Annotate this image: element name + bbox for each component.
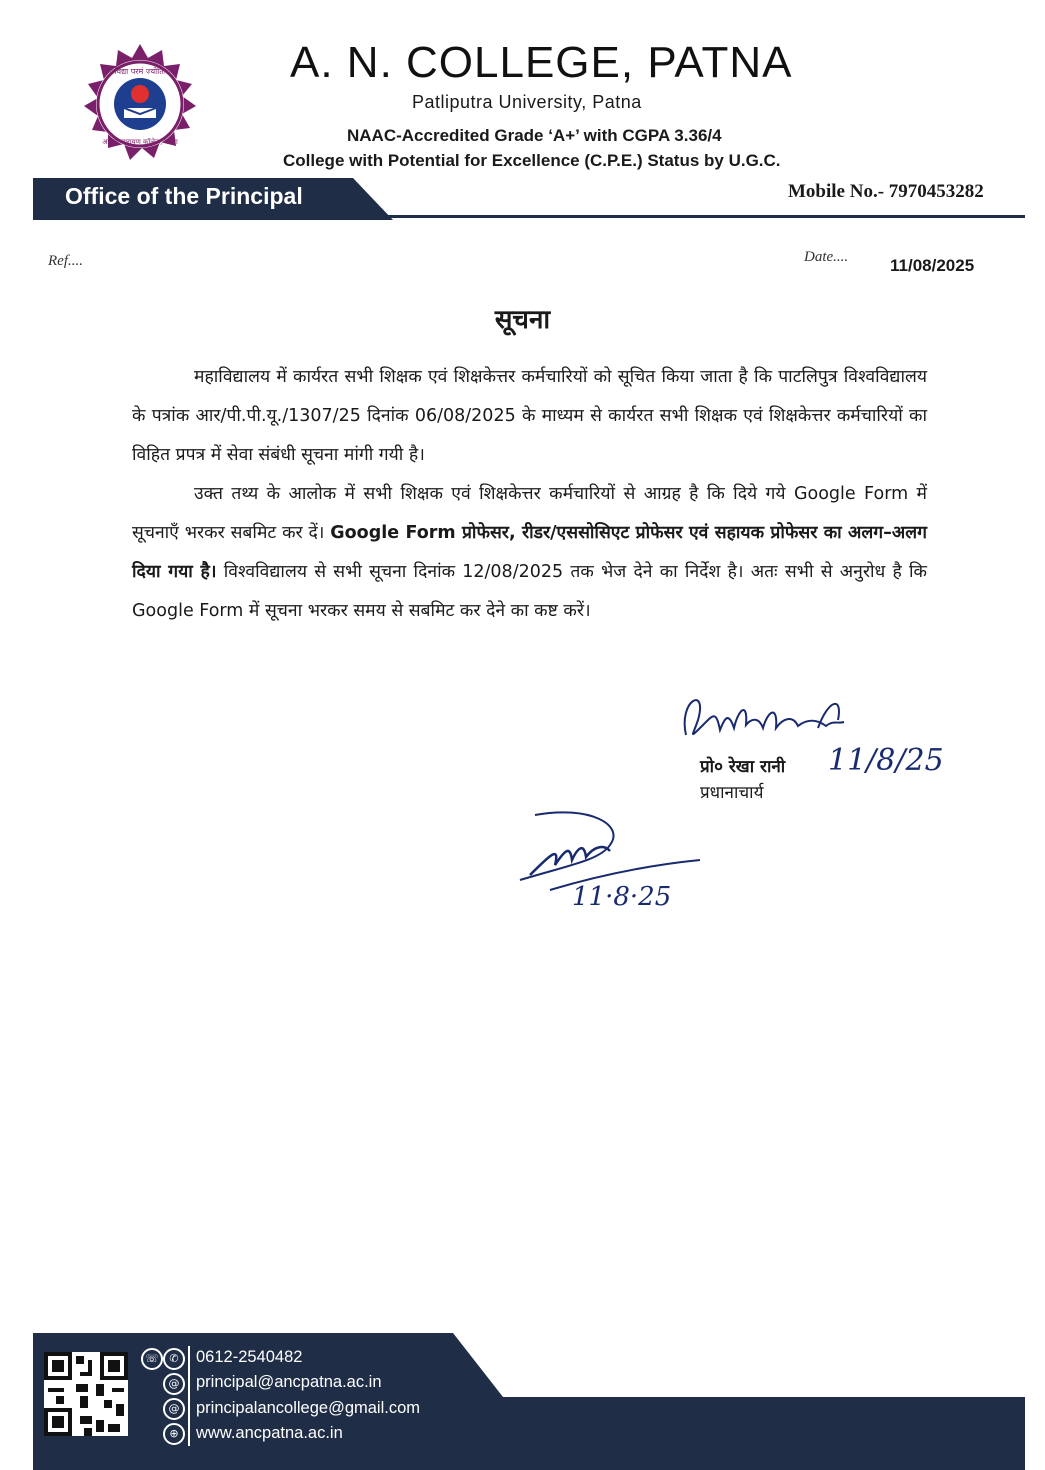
email-icon: @	[163, 1373, 185, 1395]
email-icon: @	[163, 1398, 185, 1420]
notice-paragraph-2	[132, 475, 927, 631]
university-name: Patliputra University, Patna	[412, 92, 642, 112]
qr-code-icon	[44, 1352, 128, 1436]
paragraph-2-intro: उक्त तथ्य के आलोक में सभी शिक्षक एवं शिक्षकेत्तर कर्मचारियों से आग्रह है कि दिये गये Google Form में सूचनाएँ भरकर सबमिट कर दें।	[132, 484, 927, 543]
footer-divider	[188, 1346, 190, 1446]
college-name: A. N. COLLEGE, PATNA	[290, 38, 793, 87]
globe-icon: ⊕	[163, 1423, 185, 1445]
notice-heading: सूचना	[494, 305, 551, 335]
paragraph-2-bold: Google Form प्रोफेसर, रीडर/एससोसिएट प्रोफेसर एवं सहायक प्रोफेसर का अलग–अलग दिया गया है।	[132, 523, 927, 582]
signer-name: प्रो० रेखा रानी	[700, 757, 786, 777]
footer-phone: 0612-2540482	[196, 1348, 303, 1366]
paragraph-2-deadline: विश्वविद्यालय से सभी सूचना दिनांक 12/08/2025 तक भेज देने का निर्देश है। अतः सभी से अनुरोध है कि Google Form में सूचना भरकर समय से सबमिट कर देने का कष्ट करें।	[132, 562, 927, 621]
date-label: Date....	[804, 249, 849, 265]
footer-email-principal: principal@ancpatna.ac.in	[196, 1373, 382, 1391]
date-value: 11/08/2025	[890, 256, 975, 275]
notice-paragraph-1: महाविद्यालय में कार्यरत सभी शिक्षक एवं शिक्षकेत्तर कर्मचारियों को सूचित किया जाता है कि पाटलिपुत्र विश्वविद्यालय के पत्रांक आर/पी.पी.यू./1307/25 दिनांक 06/08/2025 के माध्यम से कार्यरत सभी शिक्षक एवं शिक्षकेत्तर कर्मचारियों का विहित प्रपत्र में सेवा संबंधी सूचना मांगी गयी है।	[132, 367, 927, 465]
initials-signature	[510, 805, 730, 915]
cpe-status: College with Potential for Excellence (C.P.E.) Status by U.G.C.	[283, 151, 781, 170]
office-title: Office of the Principal	[65, 183, 303, 209]
ref-label: Ref....	[48, 253, 83, 269]
footer-website: www.ancpatna.ac.in	[196, 1424, 343, 1442]
notice-body	[132, 358, 927, 631]
phone-icon: ☏	[141, 1348, 163, 1370]
signer-title: प्रधानाचार्य	[700, 783, 764, 803]
mobile-number: Mobile No.- 7970453282	[788, 181, 984, 202]
svg-text:विद्या परमं ज्योतिः: विद्या परमं ज्योतिः	[114, 67, 166, 76]
footer-email-gmail: principalancollege@gmail.com	[196, 1399, 421, 1417]
college-emblem-icon	[80, 44, 200, 164]
header-rule	[360, 215, 1025, 218]
initials-date: 11·8·25	[572, 882, 672, 912]
svg-text:अनुग्रह नारायण कॉलेज, पटना: अनुग्रह नारायण कॉलेज, पटना	[102, 138, 178, 146]
signature-date: 11/8/25	[828, 743, 944, 778]
whatsapp-icon: ✆	[163, 1348, 185, 1370]
naac-accreditation: NAAC-Accredited Grade ‘A+’ with CGPA 3.36/4	[347, 126, 722, 145]
